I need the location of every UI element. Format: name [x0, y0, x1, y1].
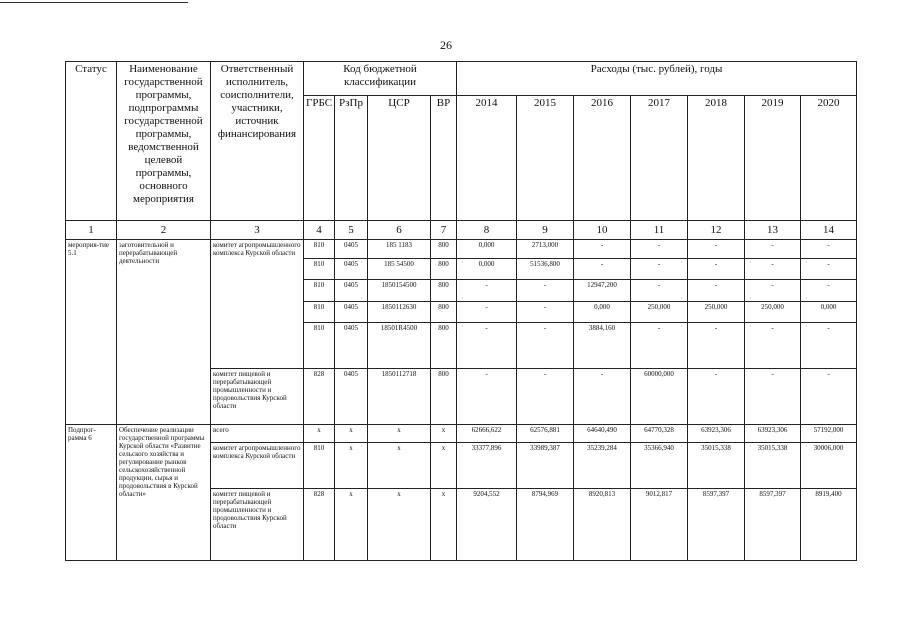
column-number: 11 [631, 221, 688, 239]
executor-cell: комитет пищевой и перерабатывающей промышленности и продовольствия Курской области [211, 489, 304, 561]
value-cell: 2713,000 [517, 239, 574, 258]
value-cell: 0,000 [801, 301, 857, 322]
rzpr-cell: 0405 [335, 369, 368, 425]
value-cell: 9204,552 [457, 489, 517, 561]
value-cell: - [745, 239, 801, 258]
value-cell: - [745, 369, 801, 425]
csr-cell: x [368, 425, 431, 442]
header-year: 2015 [517, 95, 574, 221]
value-cell: 30006,000 [801, 442, 857, 489]
value-cell: 62576,881 [517, 425, 574, 442]
column-number: 10 [574, 221, 631, 239]
column-number: 4 [304, 221, 335, 239]
grbs-cell: 810 [304, 239, 335, 258]
value-cell: 62666,622 [457, 425, 517, 442]
value-cell: 64640,490 [574, 425, 631, 442]
header-rzpr: РзПр [335, 95, 368, 221]
value-cell: 35366,940 [631, 442, 688, 489]
vr-cell: 800 [431, 239, 457, 258]
value-cell: - [517, 301, 574, 322]
csr-cell: 185 54500 [368, 258, 431, 279]
column-number: 2 [117, 221, 211, 239]
grbs-cell: 810 [304, 301, 335, 322]
value-cell: - [745, 280, 801, 301]
rzpr-cell: 0405 [335, 258, 368, 279]
grbs-cell: 828 [304, 369, 335, 425]
header-expenses: Расходы (тыс. рублей), годы [457, 62, 857, 96]
value-cell: 8597,397 [688, 489, 745, 561]
header-year: 2019 [745, 95, 801, 221]
header-grbs: ГРБС [304, 95, 335, 221]
column-number: 13 [745, 221, 801, 239]
value-cell: 8919,400 [801, 489, 857, 561]
value-cell: - [688, 280, 745, 301]
status-cell: мероприя-тие 5.1 [66, 239, 117, 425]
header-year: 2014 [457, 95, 517, 221]
header-year: 2016 [574, 95, 631, 221]
value-cell: - [688, 369, 745, 425]
top-rule [0, 2, 188, 3]
rzpr-cell: x [335, 489, 368, 561]
value-cell: 250,000 [745, 301, 801, 322]
value-cell: 35015,338 [688, 442, 745, 489]
value-cell: - [631, 323, 688, 369]
header-executor: Ответственный исполнитель, соисполнители, участники, источник финансирования [211, 62, 304, 221]
value-cell: - [517, 369, 574, 425]
csr-cell: 1850112718 [368, 369, 431, 425]
table-row [66, 425, 857, 442]
column-number: 3 [211, 221, 304, 239]
page-number: 26 [440, 38, 452, 52]
grbs-cell: 810 [304, 258, 335, 279]
csr-cell: 1850154500 [368, 280, 431, 301]
header-csr: ЦСР [368, 95, 431, 221]
value-cell: - [745, 323, 801, 369]
value-cell: - [517, 280, 574, 301]
rzpr-cell: x [335, 442, 368, 489]
value-cell: - [688, 239, 745, 258]
column-number: 12 [688, 221, 745, 239]
value-cell: - [631, 280, 688, 301]
value-cell: 35239,284 [574, 442, 631, 489]
value-cell: - [801, 280, 857, 301]
value-cell: 0,000 [457, 239, 517, 258]
value-cell: - [517, 323, 574, 369]
vr-cell: 800 [431, 323, 457, 369]
value-cell: 8920,813 [574, 489, 631, 561]
value-cell: - [688, 258, 745, 279]
csr-cell: 185 1183 [368, 239, 431, 258]
value-cell: - [801, 258, 857, 279]
grbs-cell: 810 [304, 323, 335, 369]
header-status: Статус [66, 62, 117, 221]
rzpr-cell: 0405 [335, 280, 368, 301]
program-name-cell: Обеспечение реализации государственной программы Курской области «Развитие сельского хозяйства и регулирование рынков сельскохозяйственной продукции, сырья и продовольствия в Курской области» [117, 425, 211, 561]
column-number: 9 [517, 221, 574, 239]
header-program-name: Наименование государственной программы, подпрограммы государственной программы, ведомственной целевой программы, основного мероприятия [117, 62, 211, 221]
grbs-cell: 828 [304, 489, 335, 561]
column-number: 1 [66, 221, 117, 239]
value-cell: - [574, 239, 631, 258]
value-cell: 0,000 [574, 301, 631, 322]
executor-cell: комитет агропромышленного комплекса Курской области [211, 442, 304, 489]
status-cell: Подпрог-рамма 6 [66, 425, 117, 561]
csr-cell: x [368, 489, 431, 561]
header-year: 2020 [801, 95, 857, 221]
vr-cell: x [431, 442, 457, 489]
value-cell: - [801, 323, 857, 369]
value-cell: - [688, 323, 745, 369]
value-cell: 63923,306 [745, 425, 801, 442]
value-cell: 33989,387 [517, 442, 574, 489]
value-cell: 0,000 [457, 258, 517, 279]
value-cell: - [801, 239, 857, 258]
rzpr-cell: 0405 [335, 301, 368, 322]
header-vr: ВР [431, 95, 457, 221]
value-cell: 250,000 [688, 301, 745, 322]
value-cell: 60000,000 [631, 369, 688, 425]
value-cell: - [801, 369, 857, 425]
column-number: 7 [431, 221, 457, 239]
column-number: 8 [457, 221, 517, 239]
value-cell: 3884,160 [574, 323, 631, 369]
header-year: 2018 [688, 95, 745, 221]
header-budget-code: Код бюджетной классификации [304, 62, 457, 96]
grbs-cell: 810 [304, 442, 335, 489]
program-name-cell: заготовительной и перерабатывающей деятельности [117, 239, 211, 425]
executor-cell: комитет агропромышленного комплекса Курской области [211, 239, 304, 369]
value-cell: 64770,328 [631, 425, 688, 442]
csr-cell: x [368, 442, 431, 489]
value-cell: 33377,896 [457, 442, 517, 489]
vr-cell: 800 [431, 369, 457, 425]
column-number: 14 [801, 221, 857, 239]
grbs-cell: x [304, 425, 335, 442]
executor-cell: всего [211, 425, 304, 442]
value-cell: 12947,200 [574, 280, 631, 301]
header-year: 2017 [631, 95, 688, 221]
column-number-row [66, 221, 857, 239]
value-cell: - [574, 258, 631, 279]
value-cell: - [457, 301, 517, 322]
vr-cell: 800 [431, 280, 457, 301]
value-cell: - [574, 369, 631, 425]
value-cell: 35015,338 [745, 442, 801, 489]
value-cell: 8597,397 [745, 489, 801, 561]
value-cell: 8794,969 [517, 489, 574, 561]
column-number: 5 [335, 221, 368, 239]
rzpr-cell: x [335, 425, 368, 442]
value-cell: - [631, 239, 688, 258]
value-cell: 51536,800 [517, 258, 574, 279]
column-number: 6 [368, 221, 431, 239]
grbs-cell: 810 [304, 280, 335, 301]
executor-cell: комитет пищевой и перерабатывающей промышленности и продовольствия Курской области [211, 369, 304, 425]
value-cell: - [457, 280, 517, 301]
vr-cell: 800 [431, 301, 457, 322]
rzpr-cell: 0405 [335, 323, 368, 369]
vr-cell: x [431, 425, 457, 442]
value-cell: 9012,817 [631, 489, 688, 561]
value-cell: 250,000 [631, 301, 688, 322]
value-cell: 63923,306 [688, 425, 745, 442]
vr-cell: 800 [431, 258, 457, 279]
vr-cell: x [431, 489, 457, 561]
csr-cell: 18501R4500 [368, 323, 431, 369]
rzpr-cell: 0405 [335, 239, 368, 258]
value-cell: - [631, 258, 688, 279]
value-cell: - [745, 258, 801, 279]
value-cell: 57192,000 [801, 425, 857, 442]
value-cell: - [457, 323, 517, 369]
table-row [66, 239, 857, 258]
budget-table [65, 61, 857, 561]
csr-cell: 1850112630 [368, 301, 431, 322]
value-cell: - [457, 369, 517, 425]
